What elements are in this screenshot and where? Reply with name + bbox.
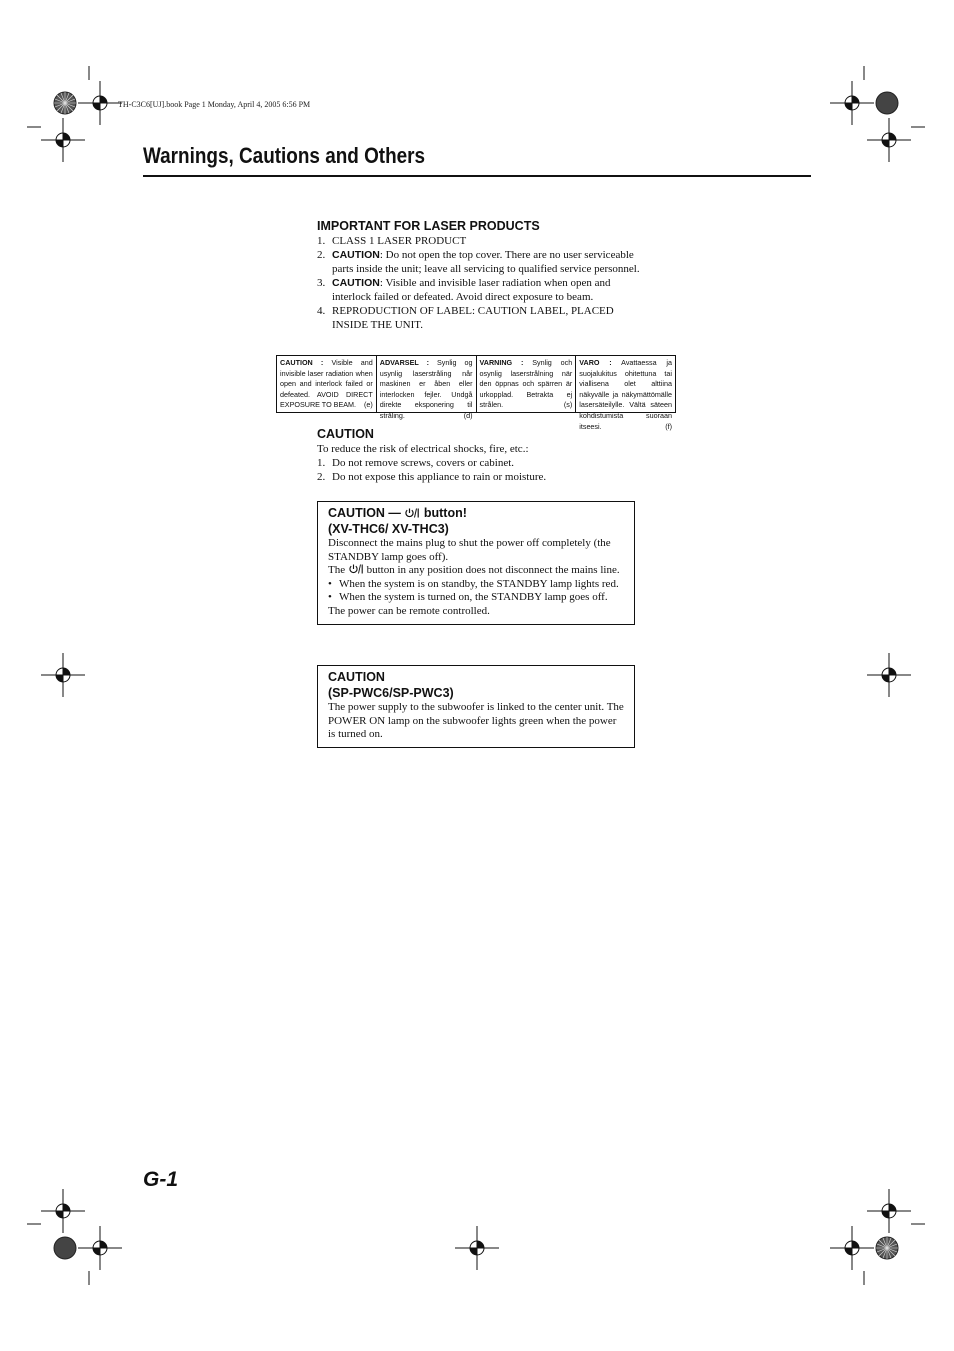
title-rule [143, 175, 811, 177]
list-item: 3. CAUTION: Visible and invisible laser radiation when open and interlock failed or defeated. Avoid direct exposure to beam. [317, 277, 611, 303]
book-info-line: TH-C3C6[UJ].book Page 1 Monday, April 4, 2005 6:56 PM [118, 100, 311, 109]
label-cell-danish: ADVARSEL : Synlig og usynlig laserstråling når maskinen er åben eller interlocken fejler. Undgå direkte eksponering til stråling. (d) [377, 356, 477, 412]
list-item: 2. Do not expose this appliance to rain or moisture. [317, 471, 547, 483]
box1-heading: CAUTION — button! [328, 506, 467, 520]
box1-footer: The power can be remote controlled. [328, 604, 490, 617]
box1-model-line: (XV-THC6/ XV-THC3) [328, 521, 449, 536]
power-standby-icon [404, 508, 420, 518]
laser-heading: IMPORTANT FOR LASER PRODUCTS [317, 219, 540, 233]
caution-intro: To reduce the risk of electrical shocks, fire, etc.: [317, 443, 529, 455]
power-standby-icon [348, 564, 364, 574]
box1-paragraph: Disconnect the mains plug to shut the power off completely (the STANDBY lamp goes off). [328, 537, 611, 563]
caution-section [317, 426, 647, 484]
box2-model-line: (SP-PWC6/SP-PWC3) [328, 685, 454, 700]
standby-caution-box [317, 501, 635, 625]
label-cell-english: CAUTION : Visible and invisible laser radiation when open and interlock failed or defeated. AVOID DIRECT EXPOSURE TO BEAM. (e) [277, 356, 377, 412]
box2-heading: CAUTION [328, 670, 385, 684]
laser-list [317, 234, 647, 332]
list-item: 1. CLASS 1 LASER PRODUCT [317, 235, 467, 247]
list-item: 2. CAUTION: Do not open the top cover. There are no user serviceable parts inside the unit; leave all servicing to qualified service personnel. [317, 249, 640, 275]
label-cell-swedish: VARNING : Synlig och osynlig laserstrålning när den öppnas och spärren är urkopplad. Betrakta ej strålen. (s) [477, 356, 577, 412]
list-item: 1. Do not remove screws, covers or cabinet. [317, 457, 515, 469]
list-item: • When the system is turned on, the STANDBY lamp goes off. [328, 591, 608, 604]
box2-text: The power supply to the subwoofer is linked to the center unit. The POWER ON lamp on the subwoofer lights green when the power is turned on. [328, 701, 624, 741]
caution-list [317, 456, 647, 484]
label-cell-finnish: VARO : Avattaessa ja suojalukitus ohitettuna tai viallisena olet alttiina näkyvälle ja näkymättömälle lasersäteilylle. Vältä säteen kohdistumista suoraan itseesi. (f) [579, 358, 673, 431]
box1-paragraph-2: The button in any position does not disconnect the mains line. [328, 564, 620, 577]
page-number: G-1 [143, 1168, 179, 1191]
list-item: 4. REPRODUCTION OF LABEL: CAUTION LABEL, PLACED INSIDE THE UNIT. [317, 305, 614, 331]
list-item: • When the system is on standby, the STANDBY lamp lights red. [328, 577, 619, 590]
caution-heading: CAUTION [317, 427, 374, 441]
page-title: Warnings, Cautions and Others [143, 143, 426, 168]
laser-section [317, 218, 647, 332]
caution-label-reproduction [276, 355, 676, 431]
subwoofer-caution-box [317, 665, 635, 748]
